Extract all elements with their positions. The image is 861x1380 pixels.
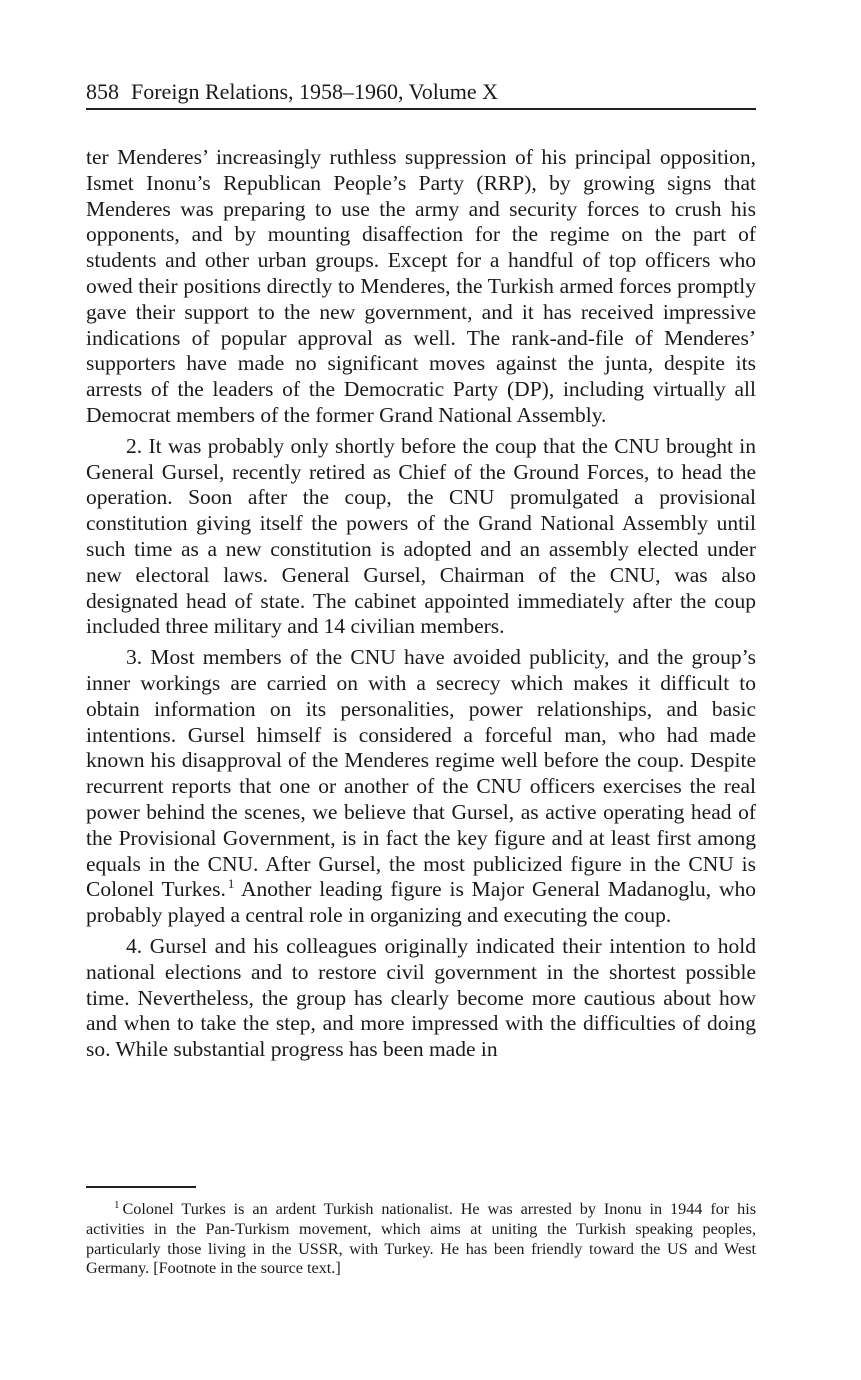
paragraph-3-part-a: 3. Most members of the CNU have avoided publicity, and the group’s inner workings are carried on with a secrecy which makes it difficult to obtain information on its personalities, power relationships, and basic intentions. Gursel himself is considered a forceful man, who had made known his disapproval of the Menderes regime well before the coup. Despite recurrent reports that one or another of the CNU officers exercises the real power behind the scenes, we believe that Gursel, as active operating head of the Provisional Government, is in fact the key figure and at least first among equals in the CNU. After Gursel, the most publicized figure in the CNU is Colonel Turkes. (86, 645, 756, 902)
footnote (86, 1200, 756, 1279)
paragraph-3 (86, 645, 756, 929)
running-head (86, 78, 756, 106)
volume-title: Foreign Relations, 1958–1960, Volume X (131, 79, 499, 104)
paragraph-3-part-b: Another leading figure is Major General Madanoglu, who probably played a central role in organizing and executing the coup. (86, 877, 757, 928)
footnote-reference[interactable]: 1 (227, 876, 235, 892)
paragraph-1: ter Menderes’ increasingly ruthless suppression of his principal opposition, Ismet Inonu’s Republican People’s Party (RRP), by growing signs that Menderes was preparing to use the army and security forces to crush his opponents, and by mounting disaffection for the regime on the part of students and other urban groups. Except for a handful of top officers who owed their positions directly to Menderes, the Turkish armed forces promptly gave their support to the new government, and it has received impressive indications of popular approval as well. The rank-and-file of Menderes’ supporters have made no significant moves against the junta, despite its arrests of the leaders of the Democratic Party (DP), including virtually all Democrat members of the former Grand National Assembly. (86, 145, 756, 427)
page-number: 858 (86, 79, 119, 104)
footnote-rule (86, 1186, 196, 1188)
paragraph-2: 2. It was probably only shortly before the coup that the CNU brought in General Gursel, recently retired as Chief of the Ground Forces, to head the operation. Soon after the coup, the CNU promulgated a provisional constitution giving itself the powers of the Grand National Assembly until such time as a new constitution is adopted and an assembly elected under new electoral laws. General Gursel, Chairman of the CNU, was also designated head of state. The cabinet appointed immediately after the coup included three military and 14 civilian members. (86, 433, 756, 639)
header-rule (86, 108, 756, 110)
body-text (86, 145, 756, 1068)
footnote-text: Colonel Turkes is an ardent Turkish nationalist. He was arrested by Inonu in 1944 for his activities in the Pan-Turkism movement, which aims at uniting the Turkish speaking peoples, particularly those living in the USSR, with Turkey. He has been friendly toward the US and West Germany. [Footnote in the source text.] (86, 1200, 756, 1278)
paragraph-4: 4. Gursel and his colleagues originally indicated their intention to hold national elections and to restore civil government in the shortest possible time. Nevertheless, the group has clearly become more cautious about how and when to take the step, and more impressed with the difficulties of doing so. While substantial progress has been made in (86, 933, 756, 1062)
footnote-mark: 1 (114, 1198, 120, 1211)
